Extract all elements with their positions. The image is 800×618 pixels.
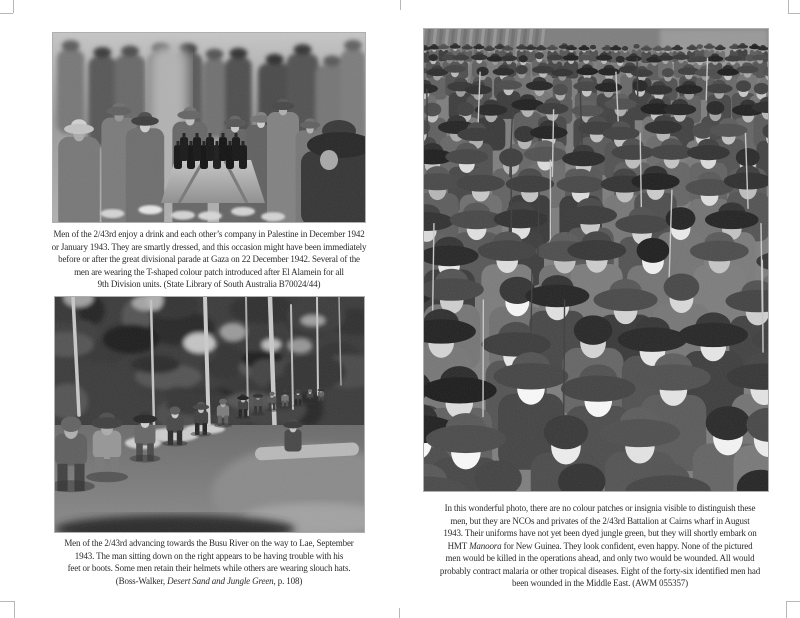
caption-line: 9th Division units. (State Library of South Australia B70024/44) [97, 279, 321, 289]
caption-line: 1943. The man sitting down on the right appears to be having trouble with his [74, 550, 344, 561]
caption-busu-river [31, 537, 387, 587]
caption-line: In this wonderful photo, there are no colour patches or insignia visible to distinguish these [444, 503, 756, 513]
caption-line: or January 1943. They are smartly dressed, and this occasion might have been immediately [51, 241, 367, 252]
caption-line: feet or boots. Some men retain their helmets while others are wearing slouch hats. [67, 563, 351, 573]
caption-cairns-wharf [406, 502, 794, 590]
caption-palestine-drinks [31, 228, 387, 291]
photo-palestine-drinks [53, 33, 365, 222]
photo-cairns-wharf-illustration [424, 29, 768, 491]
photo-cairns-wharf-crowd [424, 29, 768, 491]
photo-palestine-drinks-illustration [53, 33, 365, 222]
caption-line: before or after the great divisional parade at Gaza on 22 December 1942. Several of the [58, 254, 360, 264]
caption-line: HMT Manoora for New Guinea. They look confident, even happy. None of the pictured [447, 540, 753, 551]
caption-line: been wounded in the Middle East. (AWM 055357) [512, 578, 688, 588]
caption-line: probably contract malaria or other tropical diseases. Eight of the forty-six identified men had [439, 565, 761, 576]
caption-line: Men of the 2/43rd enjoy a drink and each other’s company in Palestine in December 1942 [53, 229, 365, 239]
caption-line: men are wearing the T-shaped colour patch introduced after El Alamein for all [74, 266, 344, 277]
caption-line: men would be killed in the operations ahead, and only two would be wounded. All would [445, 553, 755, 563]
caption-line: 1943. Their uniforms have not yet been dyed jungle green, but they will shortly embark on [443, 528, 757, 538]
photo-busu-river-illustration [55, 297, 364, 532]
caption-line: men, but they are NCOs and privates of the 2/43rd Battalion at Cairns wharf in August [450, 515, 750, 526]
caption-line: (Boss-Walker, Desert Sand and Jungle Green, p. 108) [115, 575, 303, 586]
caption-line: Men of the 2/43rd advancing towards the Busu River on the way to Lae, September [64, 538, 354, 548]
photo-busu-river-track [55, 297, 364, 532]
